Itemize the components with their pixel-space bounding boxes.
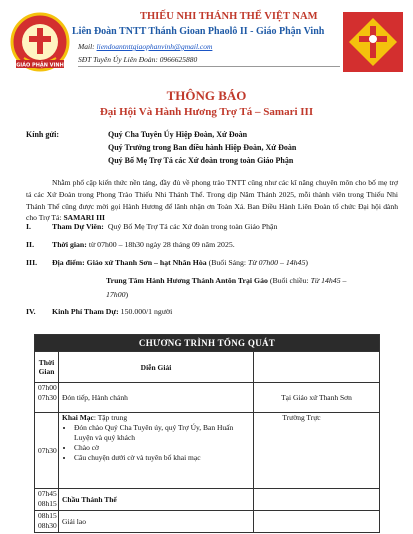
col-header-time: Thời Gian — [35, 352, 59, 383]
item-number: III. — [26, 258, 38, 267]
item-value: từ 07h00 – 18h30 ngày 28 tháng 09 năm 2025. — [88, 240, 235, 249]
header-phone: SĐT Tuyên Úy Liên Đoàn: 0966625880 — [78, 55, 198, 64]
desc-cell: Chầu Thánh Thể — [59, 489, 254, 511]
note-suffix: ) — [305, 258, 308, 267]
intro-text: Nhằm phổ cập kiến thức nền tảng, đầy đủ về phong trào TNTT cũng như các kĩ năng chuyên môn cho bố mẹ trợ tá các Xứ Đoàn trong Phong Trào Thiếu Nhi Thánh Thể. Trong dịp Năm Thánh 2025, mỗi thành viên trong Thiếu Nhi Thánh Thể cũng được mời gọi Hành Hương để lãnh nhận ơn Toàn Xá. Ban Điều Hành Liên Đoàn tổ chức Đại hội dành cho Trợ Tá: — [26, 178, 398, 223]
place-cell: Tại Giáo xứ Thanh Sơn — [254, 383, 380, 413]
recipient-line: Quý Trưởng trong Ban điều hành Hiệp Đoàn, Xứ Đoàn — [108, 143, 297, 152]
note-time: Từ 14h45 – — [310, 276, 347, 285]
col-header-place — [254, 352, 380, 383]
item-value: 150.000/1 người — [120, 307, 173, 316]
email-link[interactable]: liendoantnttgiaophanvinh@gmail.com — [96, 42, 213, 51]
kinh-gui-label: Kính gửi: — [26, 130, 60, 139]
header-email-line — [78, 42, 212, 51]
header-org-name: THIẾU NHI THÁNH THỂ VIỆT NAM — [140, 11, 318, 22]
table-row — [35, 383, 380, 413]
info-time — [26, 240, 235, 249]
note-time: Từ 07h00 – 14h45 — [248, 258, 306, 267]
item-value: Quý Bố Mẹ Trợ Tá các Xứ đoàn trong toàn Giáo Phận — [107, 222, 278, 231]
email-label: Mail: — [78, 42, 95, 51]
info-fee — [26, 307, 172, 316]
item-number: I. — [26, 222, 31, 231]
intro-paragraph — [26, 177, 398, 224]
schedule-banner: CHƯƠNG TRÌNH TỔNG QUÁT — [35, 335, 380, 352]
list-item: • Đón chào Quý Cha Tuyên úy, quý Trợ Úy, Ban Huấn Luyện và quý khách — [74, 423, 250, 443]
desc-cell — [59, 413, 254, 489]
row-title-tail: : Tập trung — [93, 413, 128, 422]
item-value: Giáo xứ Thanh Sơn – hạt Nhân Hòa — [86, 258, 207, 267]
recipient-line: Quý Bố Mẹ Trợ Tá các Xứ đoàn trong toàn Giáo Phận — [108, 156, 294, 165]
col-header-desc: Diễn Giải — [59, 352, 254, 383]
notice-subtitle: Đại Hội Và Hành Hương Trợ Tá – Samari III — [99, 106, 314, 118]
note-suffix: ) — [125, 290, 129, 299]
recipient-line: Quý Cha Tuyên Úy Hiệp Đoàn, Xứ Đoàn — [108, 130, 248, 139]
note-prefix: (Buổi Sáng: — [208, 258, 249, 267]
table-row — [35, 489, 380, 511]
info-attendees — [26, 222, 277, 231]
list-item: • Chào cờ — [74, 443, 250, 453]
bullet-list — [62, 423, 250, 463]
time-cell: 07h45 08h15 — [35, 489, 59, 511]
note-prefix: (Buổi chiều: — [269, 276, 311, 285]
item-number: II. — [26, 240, 35, 249]
second-location — [106, 276, 346, 285]
item-number: IV. — [26, 307, 36, 316]
second-location-cont — [106, 290, 128, 299]
info-location — [26, 258, 308, 267]
time-cell: 07h30 — [35, 413, 59, 489]
item-label: Kinh Phí Tham Dự: — [52, 307, 119, 316]
time-cell: 08h15 08h30 — [35, 511, 59, 533]
place-cell — [254, 511, 380, 533]
item-label: Địa điểm: — [52, 258, 85, 267]
item-label: Tham Dự Viên: — [52, 222, 104, 231]
list-item: • Câu chuyện dưới cờ và tuyên bố khai mạc — [74, 453, 250, 463]
desc-cell: Đón tiếp, Hành chánh — [59, 383, 254, 413]
table-row — [35, 413, 380, 489]
note-time: 17h00 — [106, 290, 126, 299]
time-cell: 07h00 07h30 — [35, 383, 59, 413]
row-title: Khai Mạc — [62, 413, 94, 422]
schedule-table — [34, 334, 380, 533]
tntt-diocese-logo — [10, 12, 70, 72]
header-divider — [78, 66, 340, 67]
svg-text:GIÁO PHẬN VINH: GIÁO PHẬN VINH — [16, 62, 64, 69]
desc-cell: Giải lao — [59, 511, 254, 533]
place-cell — [254, 489, 380, 511]
second-location-name: Trung Tâm Hành Hương Thánh Antôn Trại Gáo — [106, 276, 268, 285]
tntt-emblem-logo — [343, 12, 403, 72]
place-cell: Trường Trực — [254, 413, 380, 489]
notice-title: THÔNG BÁO — [166, 88, 247, 103]
item-label: Thời gian: — [52, 240, 87, 249]
event-name: SAMARI III — [63, 213, 105, 223]
schedule-banner-row — [35, 335, 380, 352]
table-row — [35, 511, 380, 533]
header-federation-name: Liên Đoàn TNTT Thánh Gioan Phaolô II - Giáo Phận Vinh — [72, 26, 325, 37]
schedule-header-row — [35, 352, 380, 383]
